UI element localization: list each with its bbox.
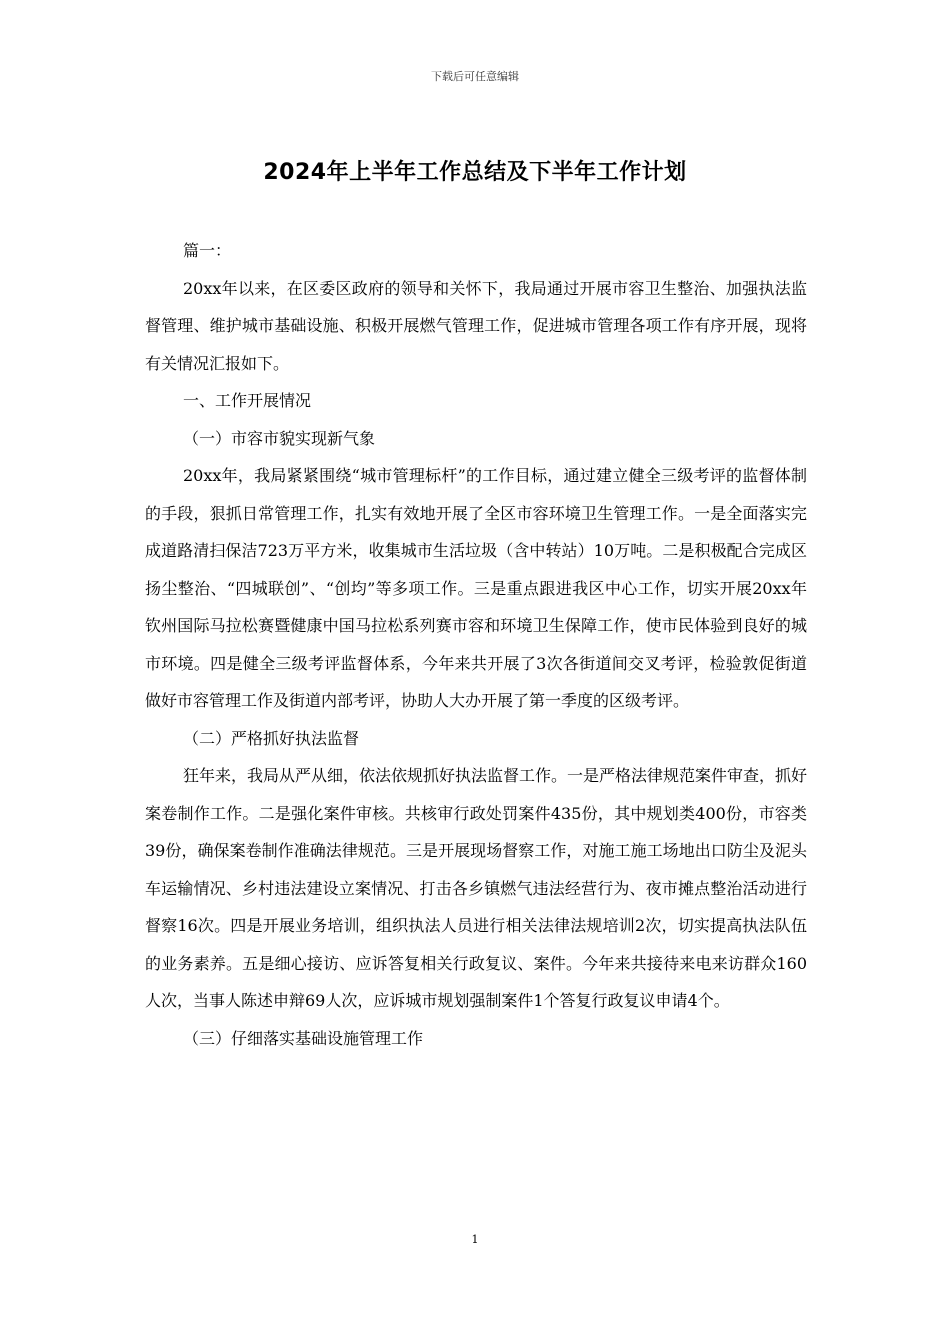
paragraph-body: 20xx年，我局紧紧围绕“城市管理标杆”的工作目标，通过建立健全三级考评的监督体制的手段，狠抓日常管理工作，扎实有效地开展了全区市容环境卫生管理工作。一是全面落实完成道路清扫保洁723万平方米，收集城市生活垃圾（含中转站）10万吨。二是积极配合完成区扬尘整治、“四城联创”、“创均”等多项工作。三是重点跟进我区中心工作，切实开展20xx年钦州国际马拉松赛暨健康中国马拉松系列赛市容和环境卫生保障工作，使市民体验到良好的城市环境。四是健全三级考评监督体系，今年来共开展了3次各街道间交叉考评，检验敦促街道做好市容管理工作及街道内部考评，协助人大办开展了第一季度的区级考评。 [145,466,807,710]
header-note: 下载后可任意编辑 [431,70,519,83]
paragraph-intro: 20xx年以来，在区委区政府的领导和关怀下，我局通过开展市容卫生整治、加强执法监督管理、维护城市基础设施、积极开展燃气管理工作，促进城市管理各项工作有序开展，现将有关情况汇报如下。 [145,278,807,373]
page-number: 1 [471,1233,479,1246]
paragraph-body: 狂年来，我局从严从细，依法依规抓好执法监督工作。一是严格法律规范案件审查，抓好案卷制作工作。二是强化案件审核。共核审行政处罚案件435份，其中规划类400份，市容类39份，确保案卷制作准确法律规范。三是开展现场督察工作，对施工施工场地出口防尘及泥头车运输情况、乡村违法建设立案情况、打击各乡镇燃气违法经营行为、夜市摊点整治活动进行督察16次。四是开展业务培训，组织执法人员进行相关法律法规培训2次，切实提高执法队伍的业务素养。五是细心接访、应诉答复相关行政复议、案件。今年来共接待来电来访群众160人次，当事人陈述申辩69人次，应诉城市规划强制案件1个答复行政复议申请4个。 [145,766,808,1010]
subsection-heading: （三）仔细落实基础设施管理工作 [183,1028,424,1048]
subsection-heading: （二）严格抓好执法监督 [183,728,360,748]
subsection-heading: （一）市容市貌实现新气象 [183,428,376,448]
section-heading: 一、工作开展情况 [183,391,312,410]
document-body [145,232,807,1057]
paragraph-part-label: 篇一： [183,241,232,260]
document-title: 2024年上半年工作总结及下半年工作计划 [263,160,687,185]
